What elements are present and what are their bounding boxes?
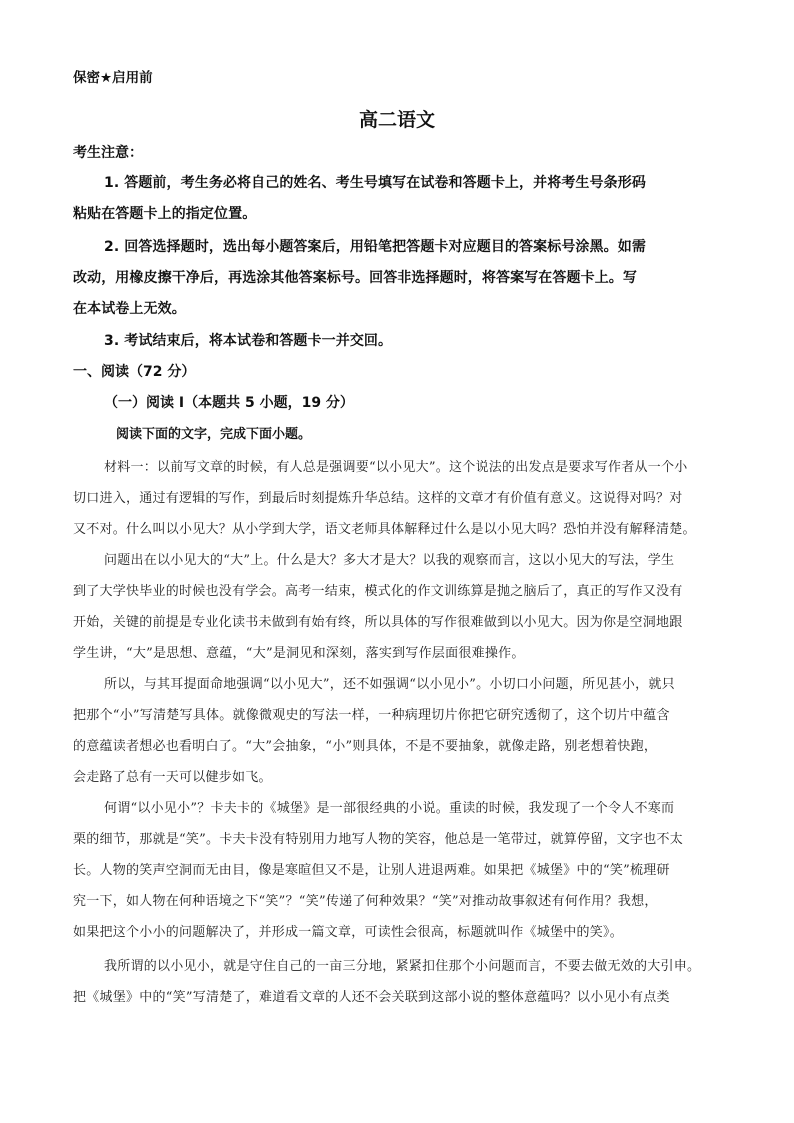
notice-line: 1. 答题前，考生务必将自己的姓名、考生号填写在试卷和答题卡上，并将考生号条形码 <box>104 175 646 191</box>
passage-line: 栗的细节，那就是“笑”。卡夫卡没有特别用力地写人物的笑容，他总是一笔带过，就算停留，文字也不太 <box>73 832 684 847</box>
passage-line: 会走路了总有一天可以健步如飞。 <box>73 770 272 785</box>
passage-line: 问题出在以小见大的“大”上。什么是大？多大才是大？以我的观察而言，这以小见大的写法，学生 <box>104 553 675 568</box>
section-heading: 一、阅读（72 分） <box>73 364 196 380</box>
passage-line: 所以，与其耳提面命地强调“以小见大”，还不如强调“以小见小”。小切口小问题，所见甚小，就只 <box>104 677 675 692</box>
notice-line: 在本试卷上无效。 <box>73 301 186 317</box>
passage-line: 何谓“以小见小”？卡夫卡的《城堡》是一部很经典的小说。重读的时候，我发现了一个令人不寒而 <box>104 801 675 816</box>
passage-line: 材料一：以前写文章的时候，有人总是强调要“以小见大”。这个说法的出发点是要求写作者从一个小 <box>104 460 688 475</box>
passage-line: 把《城堡》中的“笑”写清楚了，难道看文章的人还不会关联到这部小说的整体意蕴吗？以小见小有点类 <box>73 990 670 1005</box>
confidential-label: 保密★启用前 <box>73 70 153 86</box>
passage-line: 到了大学快毕业的时候也没有学会。高考一结束，模式化的作文训练算是抛之脑后了，真正的写作又没有 <box>73 584 683 599</box>
passage-line: 又不对。什么叫以小见大？从小学到大学，语文老师具体解释过什么是以小见大吗？恐怕并没有解释清楚。 <box>73 522 696 537</box>
passage-line: 开始，关键的前提是专业化读书未做到有始有终，所以具体的写作很难做到以小见大。因为你是空洞地跟 <box>73 615 683 630</box>
passage-line: 究一下，如人物在何种语境之下“笑”？“笑”传递了何种效果？“笑”对推动故事叙述有何作用？我想， <box>73 894 658 909</box>
passage-line: 如果把这个小小的问题解决了，并形成一篇文章，可读性会很高，标题就叫作《城堡中的笑》。 <box>73 925 624 940</box>
reading-instruction: 阅读下面的文字，完成下面小题。 <box>116 427 312 442</box>
page-title: 高二语文 <box>358 109 435 131</box>
subsection-heading: （一）阅读 I（本题共 5 小题，19 分） <box>104 395 354 411</box>
passage-line: 学生讲，“大”是思想、意蕴，“大”是洞见和深刻，落实到写作层面很难操作。 <box>73 646 525 661</box>
notice-line: 粘贴在答题卡上的指定位置。 <box>73 206 257 222</box>
passage-line: 长。人物的笑声空洞而无由目，像是寒暄但又不是，让别人进退两难。如果把《城堡》中的“笑”梳理研 <box>73 863 670 878</box>
passage-line: 我所谓的以小见小，就是守住自己的一亩三分地，紧紧扣住那个小问题而言，不要去做无效的大引申。 <box>104 959 701 974</box>
passage-line: 的意蕴读者想必也看明白了。“大”会抽象，“小”则具体，不是不要抽象，就像走路，别老想着快跑， <box>73 739 658 754</box>
notice-line: 3. 考试结束后，将本试卷和答题卡一并交回。 <box>104 333 393 349</box>
notice-line: 改动，用橡皮擦干净后，再选涂其他答案标号。回答非选择题时，将答案写在答题卡上。写 <box>73 270 637 286</box>
notice-heading: 考生注意： <box>73 145 143 161</box>
passage-line: 切口进入，通过有逻辑的写作，到最后时刻提炼升华总结。这样的文章才有价值有意义。这说得对吗？对 <box>73 491 683 506</box>
passage-line: 把那个“小”写清楚写具体。就像微观史的写法一样，一种病理切片你把它研究透彻了，这个切片中蕴含 <box>73 708 670 723</box>
notice-line: 2. 回答选择题时，选出每小题答案后，用铅笔把答题卡对应题目的答案标号涂黑。如需 <box>104 239 646 255</box>
